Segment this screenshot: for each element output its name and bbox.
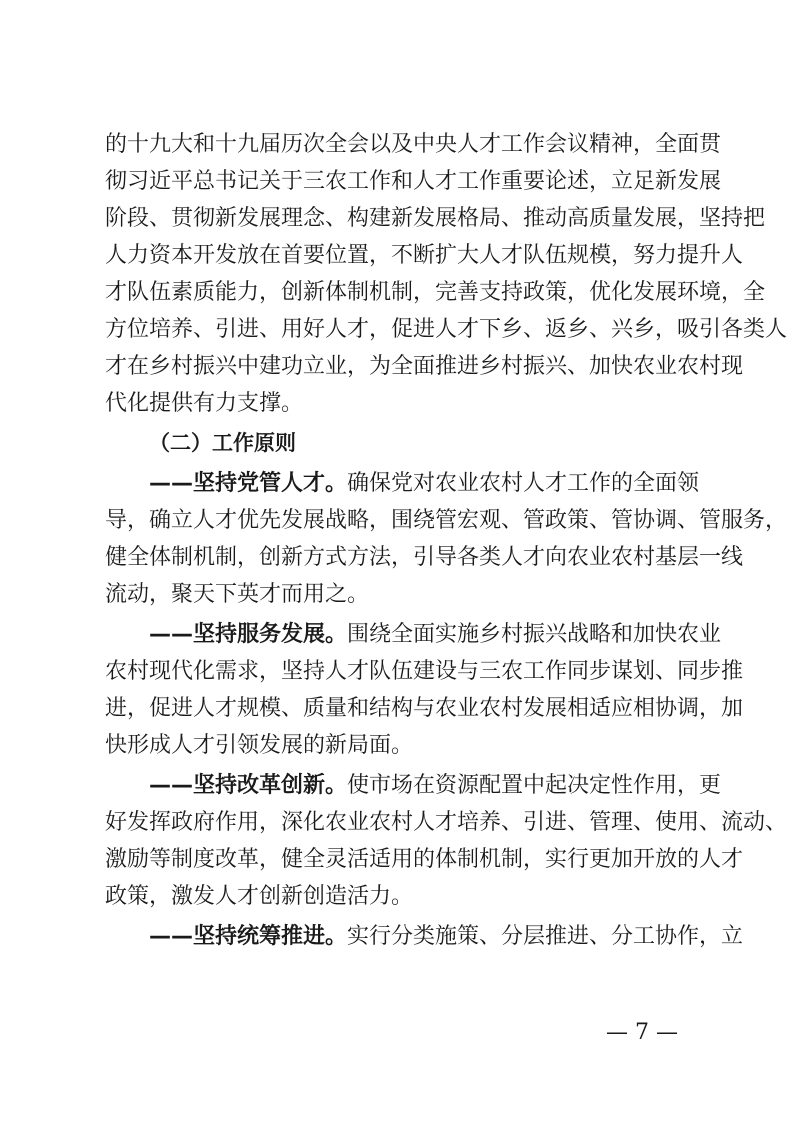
- principle-text: 实行分类施策、分层推进、分工协作，立: [347, 924, 744, 949]
- text-line: 才队伍素质能力，创新体制机制，完善支持政策，优化发展环境，全: [105, 280, 766, 305]
- principle-paragraph: [105, 918, 744, 955]
- text-line: 进，促进人才规模、质量和结构与农业农村发展相适应相协调，加: [105, 696, 744, 721]
- text-line: 阶段、贯彻新发展理念、构建新发展格局、推动高质量发展，坚持把: [105, 206, 766, 231]
- principle-title: ——坚持改革创新。: [149, 773, 348, 798]
- page-number: — 7 —: [606, 1020, 678, 1045]
- text-line: 农村现代化需求，坚持人才队伍建设与三农工作同步谋划、同步推: [105, 659, 744, 684]
- text-line: [105, 465, 700, 502]
- text-line: [105, 918, 744, 955]
- body-text: [105, 126, 788, 955]
- principle-text: 围绕全面实施乡村振兴战略和加快农业: [347, 622, 722, 647]
- text-line: 代化提供有力支撑。: [105, 391, 304, 416]
- intro-paragraph: [105, 126, 788, 422]
- text-line: 才在乡村振兴中建功立业，为全面推进乡村振兴、加快农业农村现: [105, 354, 744, 379]
- principle-text: 确保党对农业农村人才工作的全面领: [347, 471, 700, 496]
- text-line: 快形成人才引领发展的新局面。: [105, 733, 414, 758]
- text-line: 政策，激发人才创新创造活力。: [105, 884, 414, 909]
- principle-title: ——坚持统筹推进。: [149, 924, 348, 949]
- text-line: 导，确立人才优先发展战略，围绕管宏观、管政策、管协调、管服务，: [105, 508, 788, 533]
- section-heading: （二）工作原则: [149, 431, 296, 455]
- text-line: 激励等制度改革，健全灵活适用的体制机制，实行更加开放的人才: [105, 847, 744, 872]
- text-line: 的十九大和十九届历次全会以及中央人才工作会议精神，全面贯: [105, 132, 722, 157]
- text-line: 方位培养、引进、用好人才，促进人才下乡、返乡、兴乡，吸引各类人: [105, 317, 788, 342]
- text-line: 彻习近平总书记关于三农工作和人才工作重要论述，立足新发展: [105, 169, 722, 194]
- principle-text: 使市场在资源配置中起决定性作用，更: [347, 773, 722, 798]
- principle-title: ——坚持党管人才。: [149, 471, 348, 496]
- text-line: 流动，聚天下英才而用之。: [105, 582, 370, 607]
- principle-paragraph: [105, 616, 744, 764]
- principle-paragraph: [105, 465, 788, 613]
- text-line: [105, 767, 722, 804]
- text-line: [105, 616, 722, 653]
- text-line: 好发挥政府作用，深化农业农村人才培养、引进、管理、使用、流动、: [105, 810, 788, 835]
- text-line: 健全体制机制，创新方式方法，引导各类人才向农业农村基层一线: [105, 545, 744, 570]
- text-line: 人力资本开发放在首要位置，不断扩大人才队伍规模，努力提升人: [105, 243, 744, 268]
- principle-title: ——坚持服务发展。: [149, 622, 348, 647]
- principle-paragraph: [105, 767, 788, 915]
